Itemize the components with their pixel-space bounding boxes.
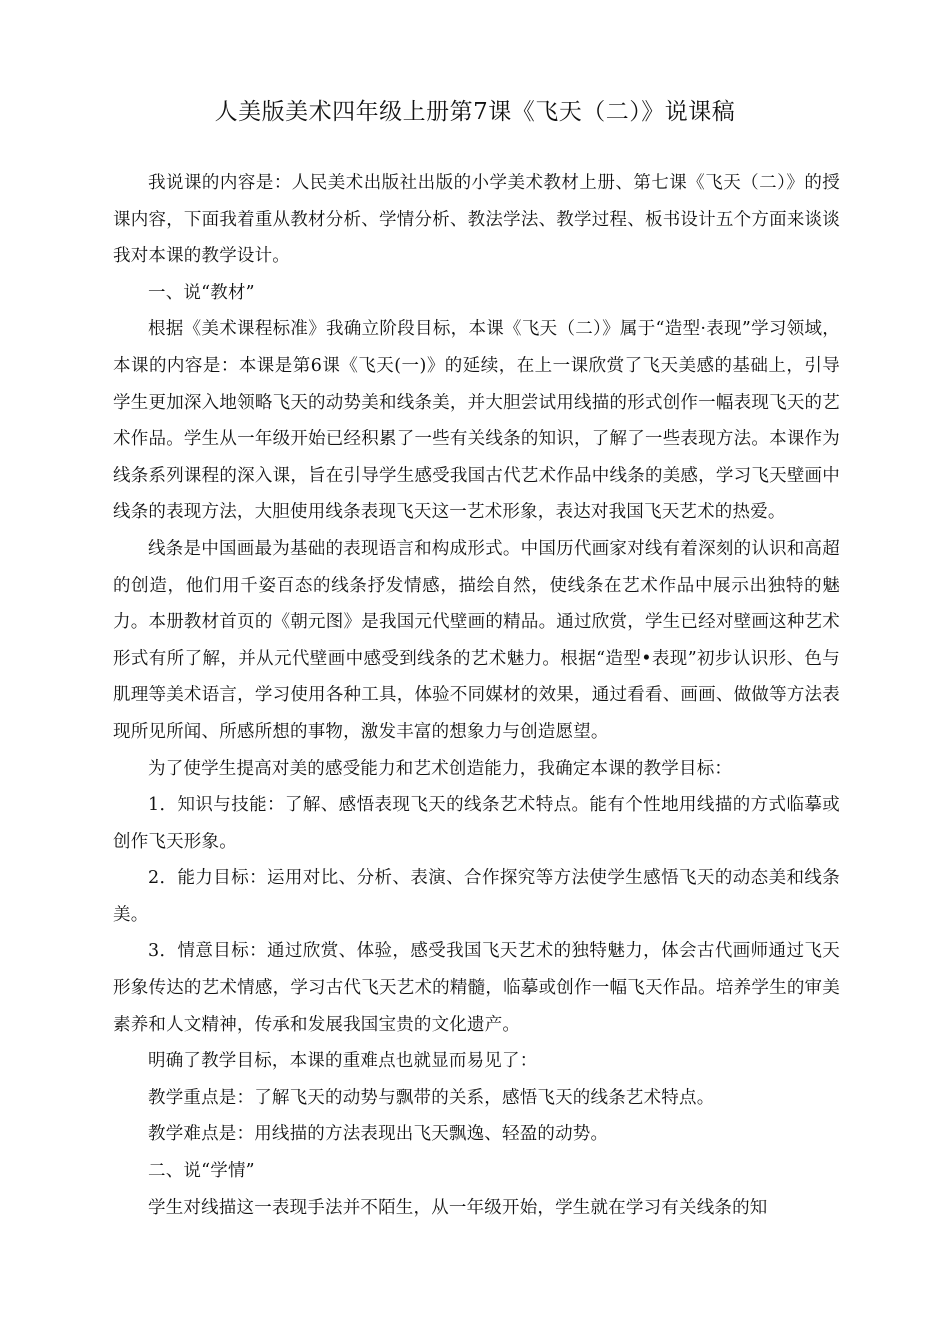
document-body — [113, 165, 840, 1226]
teaching-difficulty: 教学难点是：用线描的方法表现出飞天飘逸、轻盈的动势。 — [148, 1124, 609, 1145]
teaching-focus: 教学重点是：了解飞天的动势与飘带的关系，感悟飞天的线条艺术特点。 — [148, 1087, 715, 1108]
paragraph-textbook-analysis: 根据《美术课程标准》我确立阶段目标，本课《飞天（二）》属于“造型·表现”学习领域，本课的内容是：本课是第6课《飞天(一)》的延续，在上一课欣赏了飞天美感的基础上，引导学生更加深入地领略飞天的动势美和线条美，并大胆尝试用线描的形式创作一幅表现飞天的艺术作品。学生从一年级开始已经积累了一些有关线条的知识，了解了一些表现方法。本课作为线条系列课程的深入课，旨在引导学生感受我国古代艺术作品中线条的美感，学习飞天壁画中线条的表现方法，大胆使用线条表现飞天这一艺术形象，表达对我国飞天艺术的热爱。 — [113, 319, 840, 523]
paragraph-key-points-intro: 明确了教学目标，本课的重难点也就显而易见了： — [148, 1051, 538, 1072]
goal-ability: 2．能力目标：运用对比、分析、表演、合作探究等方法使学生感悟飞天的动态美和线条美。 — [113, 868, 840, 925]
section-heading-students: 二、说“学情” — [148, 1161, 255, 1182]
section-heading-textbook: 一、说“教材” — [148, 282, 255, 303]
paragraph-student-analysis: 学生对线描这一表现手法并不陌生，从一年级开始，学生就在学习有关线条的知 — [148, 1197, 768, 1218]
document-title: 人美版美术四年级上册第7课《飞天（二）》说课稿 — [214, 99, 736, 125]
paragraph-line-art: 线条是中国画最为基础的表现语言和构成形式。中国历代画家对线有着深刻的认识和高超的创造，他们用千姿百态的线条抒发情感，描绘自然，使线条在艺术作品中展示出独特的魅力。本册教材首页的《朝元图》是我国元代壁画的精品。通过欣赏，学生已经对壁画这种艺术形式有所了解，并从元代壁画中感受到线条的艺术魅力。根据“造型•表现”初步认识形、色与肌理等美术语言，学习使用各种工具，体验不同媒材的效果，通过看看、画画、做做等方法表现所见所闻、所感所想的事物，激发丰富的想象力与创造愿望。 — [113, 538, 840, 742]
goal-knowledge-skills: 1．知识与技能：了解、感悟表现飞天的线条艺术特点。能有个性地用线描的方式临摹或创作飞天形象。 — [113, 795, 840, 852]
paragraph-goals-intro: 为了使学生提高对美的感受能力和艺术创造能力，我确定本课的教学目标： — [148, 758, 733, 779]
goal-emotion: 3．情意目标：通过欣赏、体验，感受我国飞天艺术的独特魅力，体会古代画师通过飞天形象传达的艺术情感，学习古代飞天艺术的精髓，临摹或创作一幅飞天作品。培养学生的审美素养和人文精神，传承和发展我国宝贵的文化遗产。 — [113, 941, 840, 1035]
paragraph-intro: 我说课的内容是：人民美术出版社出版的小学美术教材上册、第七课《飞天（二）》的授课内容，下面我着重从教材分析、学情分析、教法学法、教学过程、板书设计五个方面来谈谈我对本课的教学设计。 — [113, 173, 840, 267]
